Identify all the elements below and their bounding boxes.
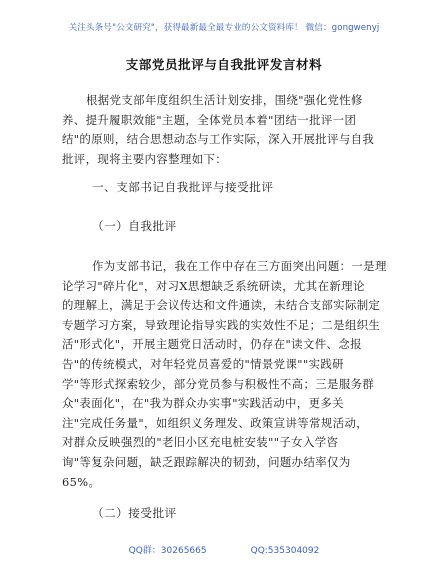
qq-number: QQ:535304092 — [250, 546, 320, 556]
body-line: 活"形式化"，开展主题党日活动时，仍存在"读文件、念报 — [62, 337, 362, 352]
qq-group-number: QQ群：30265665 — [128, 546, 207, 556]
body-line: 学"等形式探索较少，部分党员参与积极性不高；三是服务群 — [62, 376, 375, 391]
intro-line: 结"的原则，结合思想动态与工作实际，深入开展批评与自我 — [62, 132, 375, 147]
body-line: 注"完成任务量"，如组织义务理发、政策宣讲等常规活动， — [62, 415, 369, 430]
subheading-self-criticism: （一）自我批评 — [92, 219, 177, 233]
body-line: 询"等复杂问题，缺乏跟踪解决的韧劲，问题办结率仅为 — [62, 454, 351, 469]
intro-paragraph — [62, 91, 392, 169]
intro-line: 根据党支部年度组织生活计划安排，围绕"强化党性修 — [86, 93, 363, 107]
body-line: 作为支部书记，我在工作中存在三方面突出问题：一是理 — [92, 259, 387, 273]
subheading-accept-criticism: （二）接受批评 — [92, 506, 177, 520]
intro-line: 批评，现将主要内容整理如下： — [62, 151, 228, 166]
body-line: 众"表面化"，在"我为群众办实事"实践活动中，更多关 — [62, 396, 344, 411]
body-line: 专题学习方案，导致理论指导实践的实效性不足；二是组织生 — [62, 317, 381, 332]
body-line: 告"的传统模式，对年轻党员喜爱的"情景党课""实践研 — [62, 356, 344, 371]
body-line: 论学习"碎片化"，对习X思想缺乏系统研读，尤其在新理论 — [62, 278, 365, 293]
body-line: 65%。 — [62, 474, 101, 489]
self-criticism-paragraph — [62, 257, 392, 492]
body-line: 的理解上，满足于会议传达和文件通读，未结合支部实际制定 — [62, 298, 381, 313]
intro-line: 养、提升履职效能"主题，全体党员本着"团结一批评一团 — [62, 112, 357, 127]
section-heading: 一、支部书记自我批评与接受批评 — [92, 180, 274, 194]
page-title: 支部党员批评与自我批评发言材料 — [125, 57, 323, 72]
header-banner: 关注头条号"公文研究"，获得最新最全最专业的公文资料库！ 微信：gongwenyj — [68, 23, 380, 33]
footer-contact — [0, 543, 448, 556]
body-line: 对群众反映强烈的"老旧小区充电桩安装""子女入学咨 — [62, 435, 339, 450]
